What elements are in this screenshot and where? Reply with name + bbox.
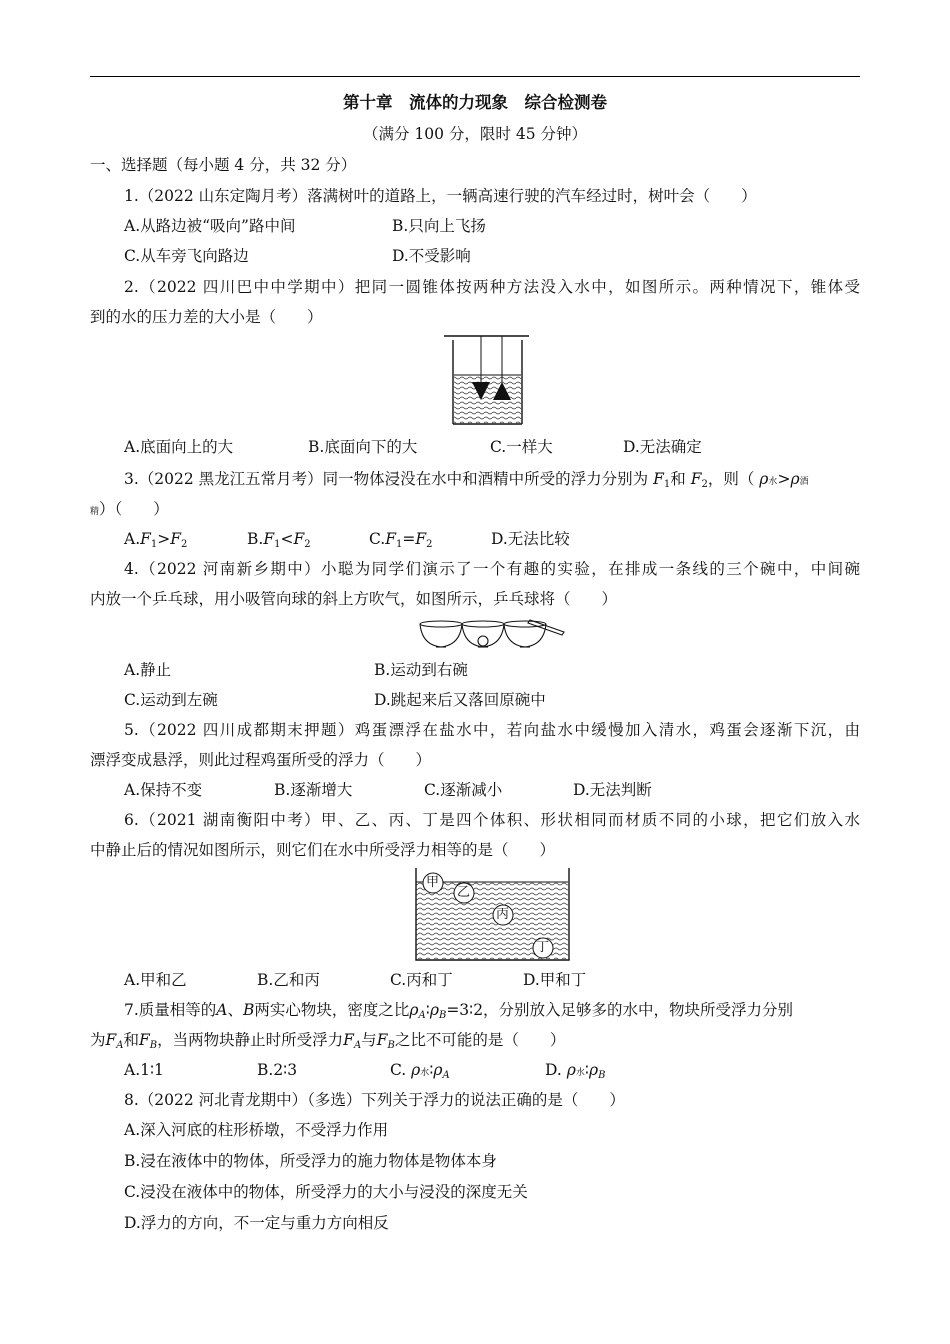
q1-option-b: B.只向上飞扬 bbox=[392, 217, 486, 235]
q5-stem-line1: 5.（2022 四川成都期末押题）鸡蛋漂浮在盐水中，若向盐水中缓慢加入清水，鸡蛋会逐渐下沉，由 bbox=[124, 721, 860, 739]
q5-option-a: A.保持不变 bbox=[124, 781, 203, 799]
q4-option-d: D.跳起来后又落回原碗中 bbox=[374, 691, 546, 709]
q6-stem-line2: 中静止后的情况如图所示，则它们在水中所受浮力相等的是（ ） bbox=[90, 841, 556, 859]
page-title: 第十章 流体的力现象 综合检测卷 bbox=[343, 93, 607, 112]
q4-stem-line1: 4.（2022 河南新乡期中）小聪为同学们演示了一个有趣的实验，在排成一条线的三个碗中，中间碗 bbox=[124, 560, 860, 578]
q1-option-a: A.从路边被“吸向”路中间 bbox=[124, 217, 296, 235]
q5-option-d: D.无法判断 bbox=[573, 781, 652, 799]
q3-stem: 3.（2022 黑龙江五常月考）同一物体浸没在水中和酒精中所受的浮力分别为 $F_1$和 $F_2$，则（ ρ水>ρ酒 bbox=[124, 470, 809, 490]
top-rule bbox=[90, 76, 860, 77]
page-subtitle: （满分 100 分，限时 45 分钟） bbox=[362, 125, 588, 143]
q8-option-d: D.浮力的方向，不一定与重力方向相反 bbox=[124, 1214, 389, 1232]
q2-option-b: B.底面向下的大 bbox=[308, 438, 418, 456]
q7-stem-line1: 7.质量相等的A、B两实心物块，密度之比$\rho_A∶\rho_B=3∶2$，分别放入足够多的水中，物块所受浮力分别 bbox=[124, 1001, 794, 1021]
q4-option-c: C.运动到左碗 bbox=[124, 691, 218, 709]
q4-option-b: B.运动到右碗 bbox=[374, 661, 468, 679]
q2-stem-line1: 2.（2022 四川巴中中学期中）把同一圆锥体按两种方法没入水中，如图所示。两种情况下，锥体受 bbox=[124, 278, 860, 296]
q3-option-a: $A.F_1>F_2$ bbox=[124, 530, 188, 550]
q2-option-d: D.无法确定 bbox=[623, 438, 702, 456]
q8-option-c: C.浸没在液体中的物体，所受浮力的大小与浸没的深度无关 bbox=[124, 1183, 528, 1201]
q2-option-a: A.底面向上的大 bbox=[124, 438, 234, 456]
q6-stem-line1: 6.（2021 湖南衡阳中考）甲、乙、丙、丁是四个体积、形状相同而材质不同的小球，把它们放入水 bbox=[124, 811, 860, 829]
q3-option-b: $B.F_1<F_2$ bbox=[247, 530, 311, 550]
q8-option-a: A.深入河底的柱形桥墩，不受浮力作用 bbox=[124, 1121, 389, 1139]
q5-stem-line2: 漂浮变成悬浮，则此过程鸡蛋所受的浮力（ ） bbox=[90, 751, 432, 769]
q6-option-c: C.丙和丁 bbox=[390, 971, 453, 989]
q4-stem-line2: 内放一个乒乓球，用小吸管向球的斜上方吹气，如图所示，乒乓球将（ ） bbox=[90, 590, 618, 608]
q6-option-d: D.甲和丁 bbox=[523, 971, 587, 989]
q1-stem: 1.（2022 山东定陶月考）落满树叶的道路上，一辆高速行驶的汽车经过时，树叶会（ ） bbox=[124, 187, 757, 205]
q6-balls-figure bbox=[410, 866, 574, 962]
q1-option-c: C.从车旁飞向路边 bbox=[124, 247, 249, 265]
q8-option-b: B.浸在液体中的物体，所受浮力的施力物体是物体本身 bbox=[124, 1152, 497, 1170]
ball-bing-label: 丙 bbox=[496, 907, 510, 922]
q1-option-d: D.不受影响 bbox=[392, 247, 471, 265]
q4-option-a: A.静止 bbox=[124, 661, 172, 679]
ball-ding-label: 丁 bbox=[536, 940, 550, 955]
q5-option-c: C.逐渐减小 bbox=[424, 781, 503, 799]
q3-option-c: $C.F_1=F_2$ bbox=[369, 530, 433, 550]
q7-option-d: D. ρ水$∶\rho_B$ bbox=[545, 1061, 606, 1081]
q8-stem: 8.（2022 河北青龙期中）（多选）下列关于浮力的说法正确的是（ ） bbox=[124, 1091, 625, 1109]
q3-option-d: D.无法比较 bbox=[491, 530, 570, 548]
q7-option-b: B.2∶3 bbox=[257, 1061, 298, 1079]
q3-stem-cont: 精）（ ） bbox=[90, 500, 169, 518]
ball-jia-label: 甲 bbox=[426, 875, 440, 890]
q2-stem-line2: 到的水的压力差的大小是（ ） bbox=[90, 308, 323, 326]
q7-option-a: A.1∶1 bbox=[124, 1061, 164, 1079]
q4-bowls-figure bbox=[418, 614, 568, 654]
q7-stem-line2: 为$F_A$和$F_B$，当两物块静止时所受浮力$F_A$与$F_B$之比不可能的是（ ） bbox=[90, 1031, 566, 1051]
q6-option-a: A.甲和乙 bbox=[124, 971, 187, 989]
q7-option-c: C. ρ水$∶\rho_A$ bbox=[390, 1061, 450, 1081]
ball-yi-label: 乙 bbox=[457, 885, 471, 900]
q2-cone-beaker-figure bbox=[444, 330, 534, 426]
q6-option-b: B.乙和丙 bbox=[257, 971, 320, 989]
section-heading: 一、选择题（每小题 4 分，共 32 分） bbox=[90, 156, 357, 174]
q5-option-b: B.逐渐增大 bbox=[274, 781, 353, 799]
q2-option-c: C.一样大 bbox=[490, 438, 553, 456]
